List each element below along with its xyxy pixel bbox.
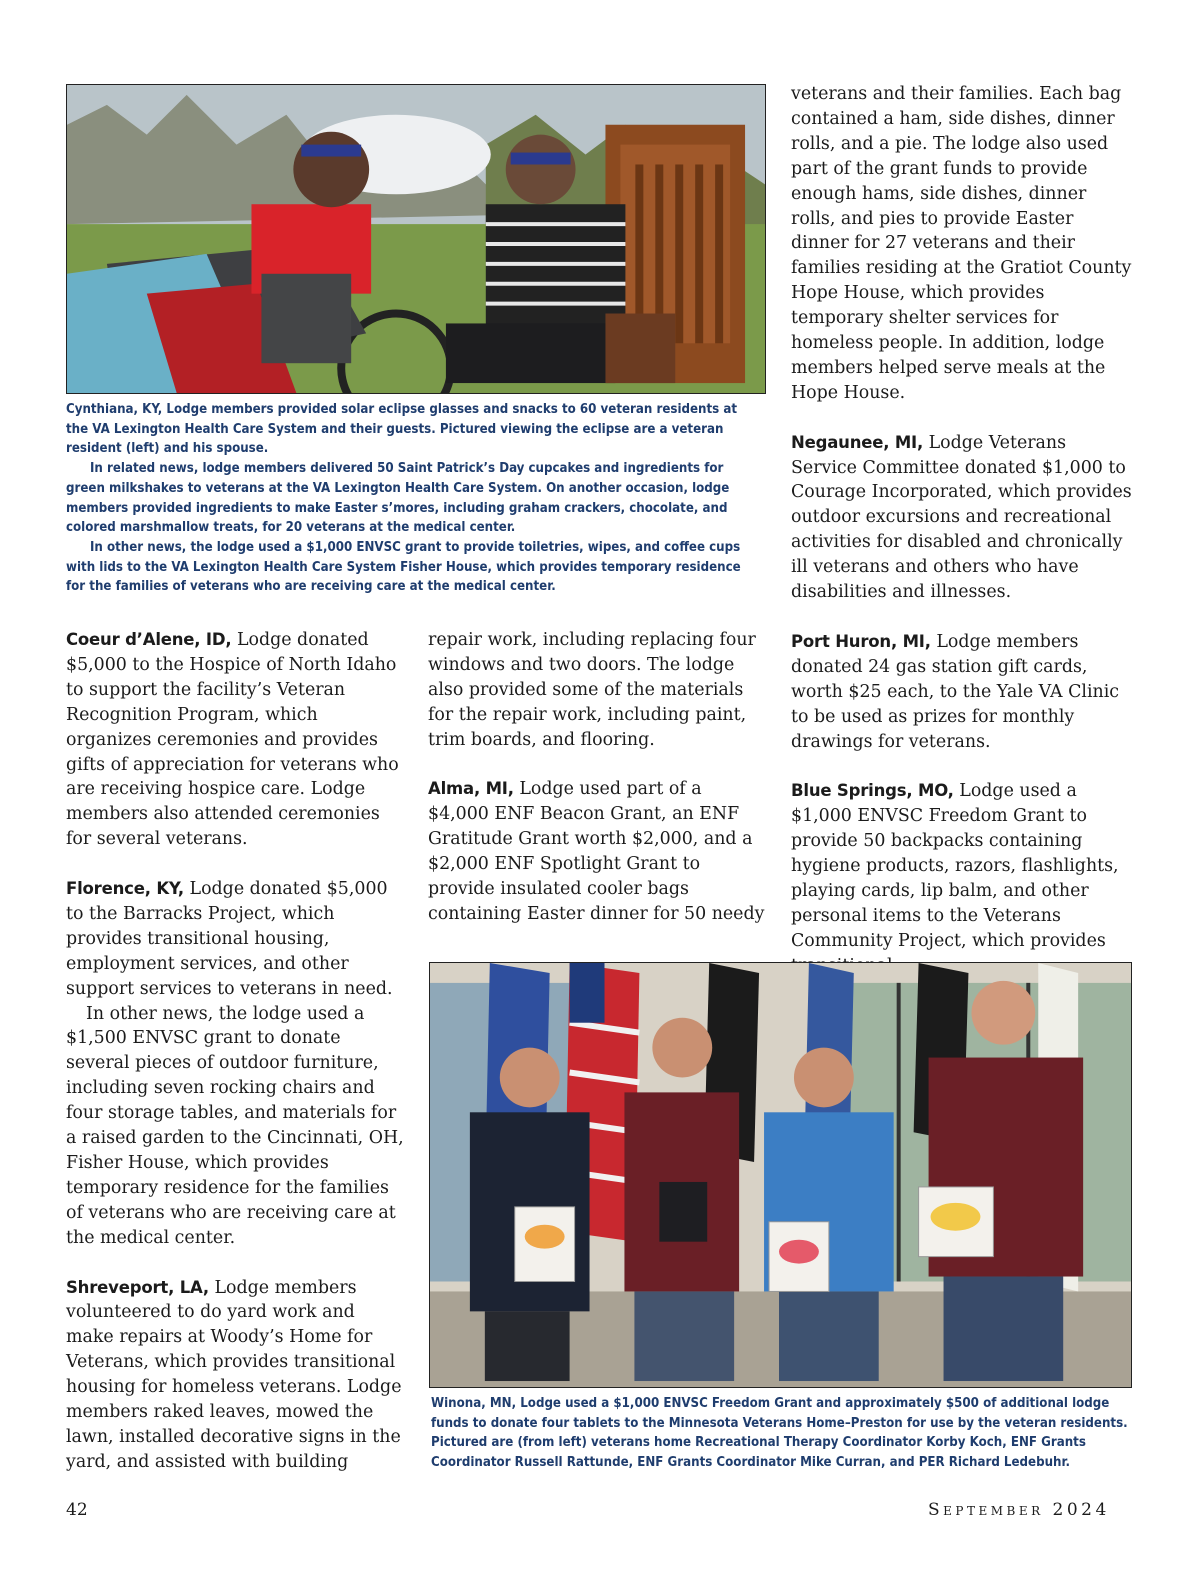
place-heading: Florence, KY, <box>66 879 184 899</box>
column-3 <box>791 82 1136 979</box>
article-port-huron <box>791 630 1136 755</box>
tablet-donation-photo <box>429 962 1132 1388</box>
article-blue-springs <box>791 779 1136 978</box>
article-negaunee <box>791 431 1136 605</box>
caption-lead: Lodge members provided solar eclipse glasses and snacks to 60 veteran residents at the VA Lexington Health Care System and their guests. Pictured viewing the eclipse are a veteran resident (left) and his spouse. <box>66 402 738 457</box>
place-heading: Negaunee, MI, <box>791 432 924 452</box>
caption-place: Cynthiana, KY, <box>66 402 163 417</box>
column-1 <box>66 628 406 1475</box>
place-heading: Coeur d’Alene, ID, <box>66 630 232 649</box>
place-heading: Port Huron, MI, <box>791 631 931 651</box>
caption-paragraph: In related news, lodge members delivered 50 Saint Patrick’s Day cupcakes and ingredients for green milkshakes to veterans at the VA Lexington Health Care System. On another occasion, lodge members provided ingredients to make Easter s’mores, including graham crackers, chocolate, and colored marshmallow treats, for 20 veterans at the medical center. <box>66 461 730 536</box>
page-number: 42 <box>66 1500 88 1520</box>
eclipse-photo <box>66 84 766 394</box>
eclipse-photo-caption <box>66 400 756 597</box>
article-text: Lodge donated $5,000 to the Hospice of North Idaho to support the facility’s Veteran Recognition Program, which organizes ceremonies and provides gifts of appreciation for veterans who are receiving hospice care. Lodge members also attended ceremonies for several veterans. <box>66 630 399 850</box>
article-coeur-dalene <box>66 628 406 852</box>
article-florence <box>66 877 406 1002</box>
caption-text: Lodge used a $1,000 ENVSC Freedom Grant and approximately $500 of additional lodge funds to donate four tablets to the Minnesota Veterans Home–Preston for use by the veteran residents. Pictured are (from left) veterans home Recreational Therapy Coordinator Korby Koch, ENF Grants Coordinator Russell Rattunde, ENF Grants Coordinator Mike Curran, and PER Richard Ledebuhr. <box>431 1396 1128 1471</box>
article-text: Lodge Veterans Service Committee donated $1,000 to Courage Incorporated, which provides outdoor excursions and recreational activities for disabled and chronically ill veterans and others who have disabilities and illnesses. <box>791 432 1132 603</box>
place-heading: Blue Springs, MO, <box>791 781 954 801</box>
article-text: Lodge donated $5,000 to the Barracks Project, which provides transitional housing, employment services, and other support services to veterans in need. <box>66 879 393 999</box>
issue-date: September 2024 <box>928 1500 1110 1520</box>
place-heading: Shreveport, LA, <box>66 1277 209 1297</box>
tablet-photo-caption <box>431 1394 1131 1473</box>
article-text: Lodge used a $1,000 ENVSC Freedom Grant to provide 50 backpacks containing hygiene products, razors, flashlights, playing cards, lip balm, and other personal items to the Veterans Community Project, which provides <box>791 781 1119 951</box>
caption-place: Winona, MN, <box>431 1396 517 1411</box>
caption-paragraph: In other news, the lodge used a $1,000 ENVSC grant to provide toiletries, wipes, and coffee cups with lids to the VA Lexington Health Care System Fisher House, which provides temporary residence for the families of veterans who are receiving care at the medical center. <box>66 539 741 595</box>
article-text: In other news, the lodge used a $1,500 ENVSC grant to donate several pieces of outdoor furniture, including seven rocking chairs and four storage tables, and materials for a raised garden to the Cincinnati, OH, Fisher House, which provides temporary residence for the families of veterans who are receiving care at the medical center. <box>66 1003 404 1248</box>
article-text: veterans and their families. Each bag contained a ham, side dishes, dinner rolls, and a pie. The lodge also used part of the grant funds to provide enough hams, side dishes, dinner rolls, and pies to provide Easter dinner for 27 veterans and their families residing at the Gratiot County Hope House, which provides temporary shelter services for homeless people. In addition, lodge members helped serve meals at the Hope House. <box>791 84 1132 403</box>
article-text: Lodge members volunteered to do yard work and make repairs at Woody’s Home for Veterans, which provides transitional housing for homeless veterans. Lodge members raked leaves, mowed the lawn, installed decorative signs in the yard, and assisted with building <box>66 1277 402 1472</box>
article-text: Lodge members donated 24 gas station gift cards, worth $25 each, to the Yale VA Clinic to be used as prizes for monthly drawings for veterans. <box>791 631 1120 752</box>
article-alma <box>428 777 768 926</box>
column-2 <box>428 628 768 927</box>
article-text: repair work, including replacing four windows and two doors. The lodge also provided some of the materials for the repair work, including paint, trim boards, and flooring. <box>428 630 756 750</box>
article-shreveport <box>66 1276 406 1475</box>
article-text: Lodge used part of a $4,000 ENF Beacon Grant, an ENF Gratitude Grant worth $2,000, and a $2,000 ENF Spotlight Grant to provide insulated cooler bags containing Easter dinner for 50 needy <box>428 779 765 924</box>
place-heading: Alma, MI, <box>428 779 514 799</box>
